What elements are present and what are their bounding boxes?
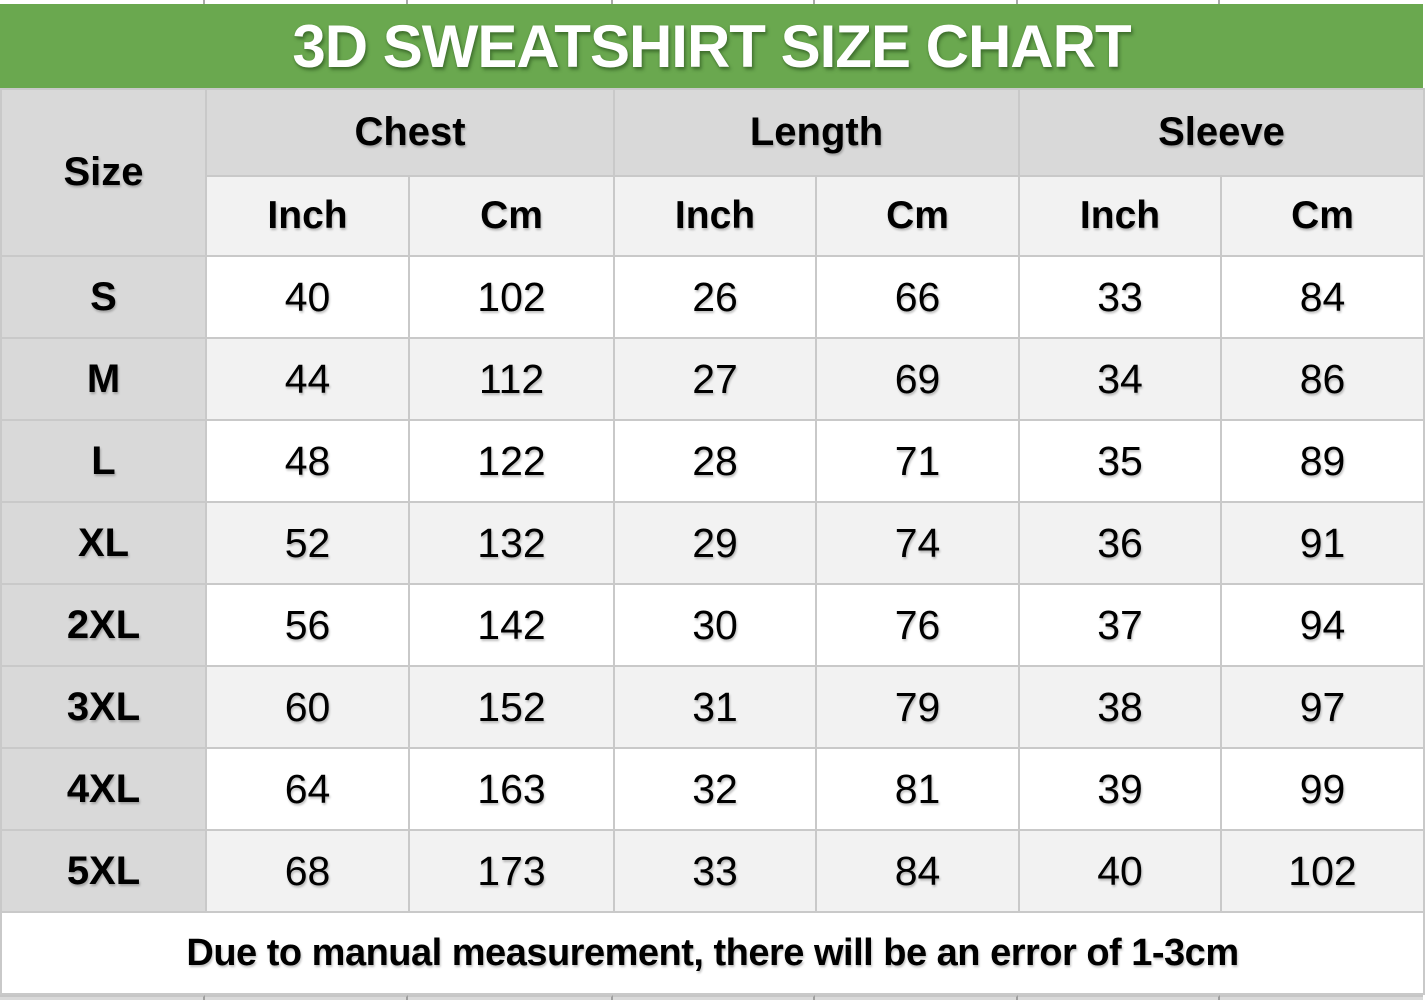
sleeve-inch-cell: 40	[1019, 830, 1221, 912]
grid-strip-segment	[408, 995, 613, 1000]
length-inch-cell: 30	[614, 584, 816, 666]
sleeve-cm-cell: 94	[1221, 584, 1424, 666]
chest-cm-cell: 173	[409, 830, 614, 912]
length-inch-cell: 26	[614, 256, 816, 338]
size-row-label: 2XL	[1, 584, 206, 666]
grid-strip-segment	[0, 995, 205, 1000]
sleeve-inch-cell: 35	[1019, 420, 1221, 502]
chest-cm-cell: 163	[409, 748, 614, 830]
grid-strip-segment	[1220, 0, 1423, 4]
chest-cm-cell: 132	[409, 502, 614, 584]
length-group-header: Length	[614, 89, 1019, 176]
chest-cm-header: Cm	[409, 176, 614, 256]
group-header-row	[1, 89, 1424, 176]
page-title: 3D SWEATSHIRT SIZE CHART	[292, 12, 1131, 80]
grid-strip-segment	[205, 995, 408, 1000]
grid-strip-segment	[205, 0, 408, 4]
sleeve-cm-cell: 102	[1221, 830, 1424, 912]
sleeve-inch-cell: 38	[1019, 666, 1221, 748]
grid-strip-segment	[815, 0, 1018, 4]
sleeve-inch-cell: 37	[1019, 584, 1221, 666]
length-inch-header: Inch	[614, 176, 816, 256]
length-cm-cell: 69	[816, 338, 1019, 420]
size-row-label: 5XL	[1, 830, 206, 912]
chest-group-header: Chest	[206, 89, 614, 176]
chest-inch-cell: 48	[206, 420, 409, 502]
sleeve-cm-cell: 97	[1221, 666, 1424, 748]
size-table	[0, 88, 1425, 995]
size-row-label: S	[1, 256, 206, 338]
table-row	[1, 420, 1424, 502]
title-banner	[0, 4, 1423, 88]
length-inch-cell: 33	[614, 830, 816, 912]
chest-inch-header: Inch	[206, 176, 409, 256]
length-cm-cell: 74	[816, 502, 1019, 584]
sleeve-cm-cell: 84	[1221, 256, 1424, 338]
length-inch-cell: 31	[614, 666, 816, 748]
grid-strip-segment	[408, 0, 613, 4]
chest-inch-cell: 60	[206, 666, 409, 748]
grid-strip-segment	[1018, 0, 1220, 4]
chest-inch-cell: 56	[206, 584, 409, 666]
size-row-label: L	[1, 420, 206, 502]
table-row	[1, 338, 1424, 420]
chest-inch-cell: 68	[206, 830, 409, 912]
size-row-label: 3XL	[1, 666, 206, 748]
sleeve-cm-cell: 89	[1221, 420, 1424, 502]
size-column-header: Size	[1, 89, 206, 256]
grid-strip-segment	[613, 0, 815, 4]
chest-cm-cell: 112	[409, 338, 614, 420]
sleeve-inch-cell: 33	[1019, 256, 1221, 338]
measurement-disclaimer: Due to manual measurement, there will be an error of 1-3cm	[1, 912, 1424, 994]
length-cm-cell: 66	[816, 256, 1019, 338]
chest-cm-cell: 152	[409, 666, 614, 748]
table-row	[1, 502, 1424, 584]
sleeve-group-header: Sleeve	[1019, 89, 1424, 176]
length-inch-cell: 32	[614, 748, 816, 830]
sleeve-cm-cell: 99	[1221, 748, 1424, 830]
length-cm-cell: 71	[816, 420, 1019, 502]
grid-strip-segment	[815, 995, 1018, 1000]
grid-strip-segment	[1220, 995, 1423, 1000]
chest-inch-cell: 64	[206, 748, 409, 830]
chest-inch-cell: 40	[206, 256, 409, 338]
sleeve-cm-cell: 91	[1221, 502, 1424, 584]
length-inch-cell: 27	[614, 338, 816, 420]
chest-inch-cell: 44	[206, 338, 409, 420]
length-cm-cell: 81	[816, 748, 1019, 830]
table-row	[1, 584, 1424, 666]
chest-cm-cell: 122	[409, 420, 614, 502]
length-cm-cell: 84	[816, 830, 1019, 912]
unit-header-row	[1, 176, 1424, 256]
table-row	[1, 748, 1424, 830]
grid-strip-segment	[1018, 995, 1220, 1000]
length-inch-cell: 29	[614, 502, 816, 584]
chest-cm-cell: 102	[409, 256, 614, 338]
size-row-label: 4XL	[1, 748, 206, 830]
sleeve-inch-header: Inch	[1019, 176, 1221, 256]
sleeve-inch-cell: 34	[1019, 338, 1221, 420]
chest-inch-cell: 52	[206, 502, 409, 584]
grid-strip-segment	[0, 0, 205, 4]
length-inch-cell: 28	[614, 420, 816, 502]
table-row	[1, 830, 1424, 912]
grid-strip-segment	[613, 995, 815, 1000]
sleeve-inch-cell: 39	[1019, 748, 1221, 830]
disclaimer-row	[1, 912, 1424, 994]
sleeve-cm-cell: 86	[1221, 338, 1424, 420]
sleeve-cm-header: Cm	[1221, 176, 1424, 256]
spreadsheet-grid-strip-bottom	[0, 995, 1423, 1000]
spreadsheet-grid-strip-top	[0, 0, 1423, 4]
length-cm-cell: 76	[816, 584, 1019, 666]
table-row	[1, 256, 1424, 338]
length-cm-cell: 79	[816, 666, 1019, 748]
length-cm-header: Cm	[816, 176, 1019, 256]
size-row-label: XL	[1, 502, 206, 584]
sleeve-inch-cell: 36	[1019, 502, 1221, 584]
size-row-label: M	[1, 338, 206, 420]
table-row	[1, 666, 1424, 748]
chest-cm-cell: 142	[409, 584, 614, 666]
